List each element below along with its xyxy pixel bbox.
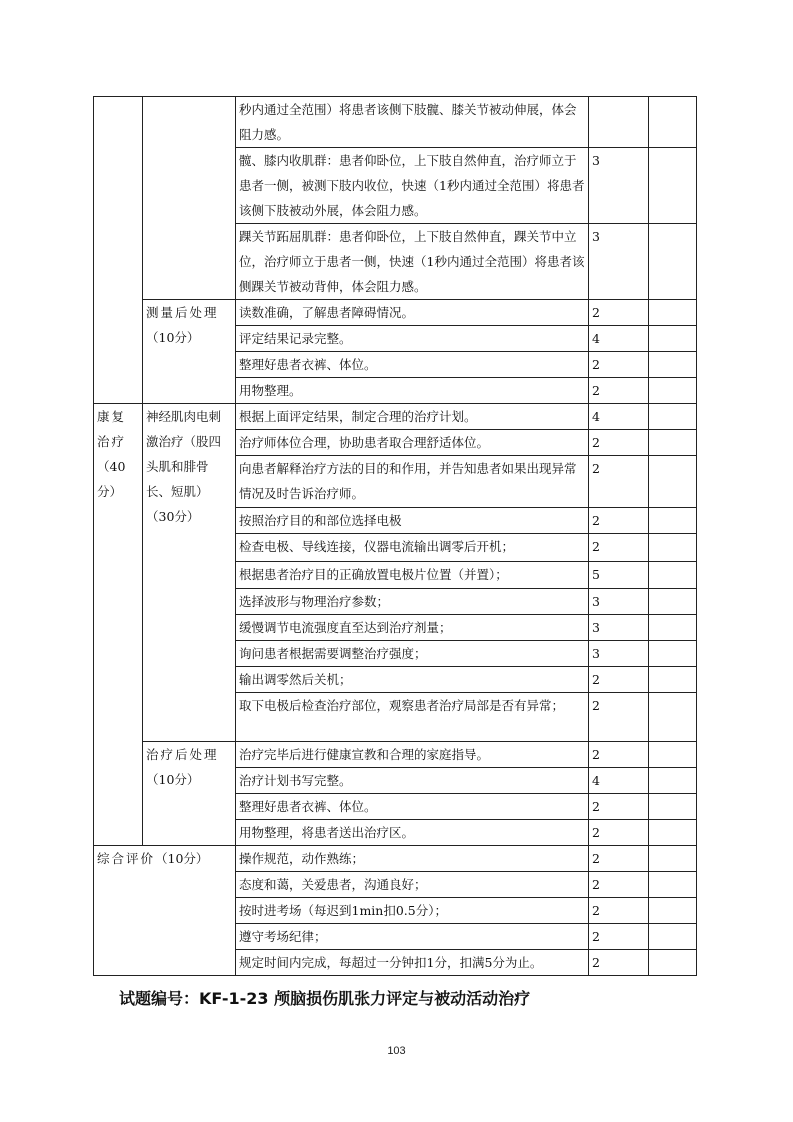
section-overall [94, 846, 236, 976]
score-value: 2 [589, 898, 649, 924]
score-value: 3 [589, 224, 649, 300]
score-value: 3 [589, 641, 649, 667]
deduction-cell [649, 97, 697, 148]
score-value: 4 [589, 768, 649, 794]
criterion-text: 治疗师体位合理，协助患者取合理舒适体位。 [236, 430, 589, 456]
score-value: 2 [589, 924, 649, 950]
score-value: 4 [589, 326, 649, 352]
section-points: （40分） [97, 459, 126, 499]
criterion-text: 规定时间内完成，每超过一分钟扣1分，扣满5分为止。 [236, 950, 589, 976]
score-value: 2 [589, 872, 649, 898]
score-value: 2 [589, 846, 649, 872]
table-row [94, 742, 697, 768]
section-points: （10分） [146, 772, 200, 787]
score-value: 3 [589, 615, 649, 641]
score-value: 2 [589, 534, 649, 562]
deduction-cell [649, 456, 697, 508]
criterion-text: 读数准确，了解患者障碍情况。 [236, 300, 589, 326]
table-row [94, 404, 697, 430]
deduction-cell [649, 820, 697, 846]
exam-title: 试题编号：KF-1-23 颅脑损伤肌张力评定与被动活动治疗 [119, 989, 531, 1008]
deduction-cell [649, 898, 697, 924]
criterion-text: 治疗完毕后进行健康宣教和合理的家庭指导。 [236, 742, 589, 768]
deduction-cell [649, 950, 697, 976]
score-value: 2 [589, 950, 649, 976]
criterion-text: 检查电极、导线连接，仪器电流输出调零后开机； [236, 534, 589, 562]
criterion-text: 根据患者治疗目的正确放置电极片位置（并置）； [236, 562, 589, 589]
section-name: 治疗后处理 [146, 747, 219, 762]
score-value: 2 [589, 378, 649, 404]
deduction-cell [649, 430, 697, 456]
score-value: 2 [589, 508, 649, 534]
deduction-cell [649, 924, 697, 950]
section-points: （10分） [155, 851, 209, 866]
section-rehab [94, 404, 143, 846]
deduction-cell [649, 378, 697, 404]
criterion-text: 整理好患者衣裤、体位。 [236, 352, 589, 378]
category-cell-empty [94, 97, 143, 404]
criterion-text: 踝关节跖屈肌群：患者仰卧位，上下肢自然伸直，踝关节中立位，治疗师立于患者一侧，快速（1秒内通过全范围）将患者该侧踝关节被动背伸，体会阻力感。 [236, 224, 589, 300]
score-value [589, 97, 649, 148]
deduction-cell [649, 846, 697, 872]
deduction-cell [649, 404, 697, 430]
score-value: 5 [589, 562, 649, 589]
criterion-text: 缓慢调节电流强度直至达到治疗剂量； [236, 615, 589, 641]
deduction-cell [649, 300, 697, 326]
score-value: 2 [589, 352, 649, 378]
deduction-cell [649, 667, 697, 693]
section-points: （30分） [146, 509, 200, 524]
table-row [94, 97, 697, 148]
section-name: 综合评价 [97, 851, 156, 866]
criterion-text: 态度和蔼，关爱患者，沟通良好； [236, 872, 589, 898]
section-name: 康复治疗 [97, 409, 127, 449]
deduction-cell [649, 641, 697, 667]
score-value: 2 [589, 667, 649, 693]
score-value: 3 [589, 148, 649, 224]
score-value: 4 [589, 404, 649, 430]
criterion-text: 髋、膝内收肌群：患者仰卧位，上下肢自然伸直，治疗师立于患者一侧，被测下肢内收位，快速（1秒内通过全范围）将患者该侧下肢被动外展，体会阻力感。 [236, 148, 589, 224]
score-value: 3 [589, 589, 649, 615]
deduction-cell [649, 508, 697, 534]
subcategory-cell-empty [143, 97, 236, 300]
deduction-cell [649, 589, 697, 615]
deduction-cell [649, 872, 697, 898]
criterion-text: 按照治疗目的和部位选择电极 [236, 508, 589, 534]
criterion-text: 询问患者根据需要调整治疗强度； [236, 641, 589, 667]
criterion-text: 遵守考场纪律； [236, 924, 589, 950]
criterion-text: 治疗计划书写完整。 [236, 768, 589, 794]
criterion-text: 用物整理，将患者送出治疗区。 [236, 820, 589, 846]
table-row [94, 846, 697, 872]
deduction-cell [649, 693, 697, 742]
score-value: 2 [589, 693, 649, 742]
score-value: 2 [589, 820, 649, 846]
deduction-cell [649, 326, 697, 352]
score-value: 2 [589, 456, 649, 508]
deduction-cell [649, 615, 697, 641]
criterion-text: 操作规范，动作熟练； [236, 846, 589, 872]
deduction-cell [649, 352, 697, 378]
criterion-text: 评定结果记录完整。 [236, 326, 589, 352]
criterion-text: 取下电极后检查治疗部位，观察患者治疗局部是否有异常； [236, 693, 589, 742]
score-value: 2 [589, 430, 649, 456]
section-post-treatment [143, 742, 236, 846]
score-value: 2 [589, 300, 649, 326]
page-number: 103 [387, 1045, 406, 1057]
section-name: 神经肌肉电刺激治疗（股四头肌和腓骨长、短肌） [146, 409, 222, 499]
deduction-cell [649, 148, 697, 224]
deduction-cell [649, 742, 697, 768]
score-value: 2 [589, 742, 649, 768]
deduction-cell [649, 534, 697, 562]
deduction-cell [649, 562, 697, 589]
criterion-text: 整理好患者衣裤、体位。 [236, 794, 589, 820]
section-points: （10分） [146, 330, 200, 345]
criterion-text: 根据上面评定结果，制定合理的治疗计划。 [236, 404, 589, 430]
criterion-text: 用物整理。 [236, 378, 589, 404]
criterion-text: 秒内通过全范围）将患者该侧下肢髋、膝关节被动伸展，体会阻力感。 [236, 97, 589, 148]
score-value: 2 [589, 794, 649, 820]
table-row [94, 300, 697, 326]
section-name: 测量后处理 [146, 305, 219, 320]
deduction-cell [649, 768, 697, 794]
criterion-text: 按时进考场（每迟到1min扣0.5分）； [236, 898, 589, 924]
section-nmes [143, 404, 236, 742]
criterion-text: 输出调零然后关机； [236, 667, 589, 693]
section-post-measure [143, 300, 236, 404]
criterion-text: 向患者解释治疗方法的目的和作用，并告知患者如果出现异常情况及时告诉治疗师。 [236, 456, 589, 508]
criterion-text: 选择波形与物理治疗参数； [236, 589, 589, 615]
scoring-table [93, 96, 697, 976]
deduction-cell [649, 224, 697, 300]
deduction-cell [649, 794, 697, 820]
